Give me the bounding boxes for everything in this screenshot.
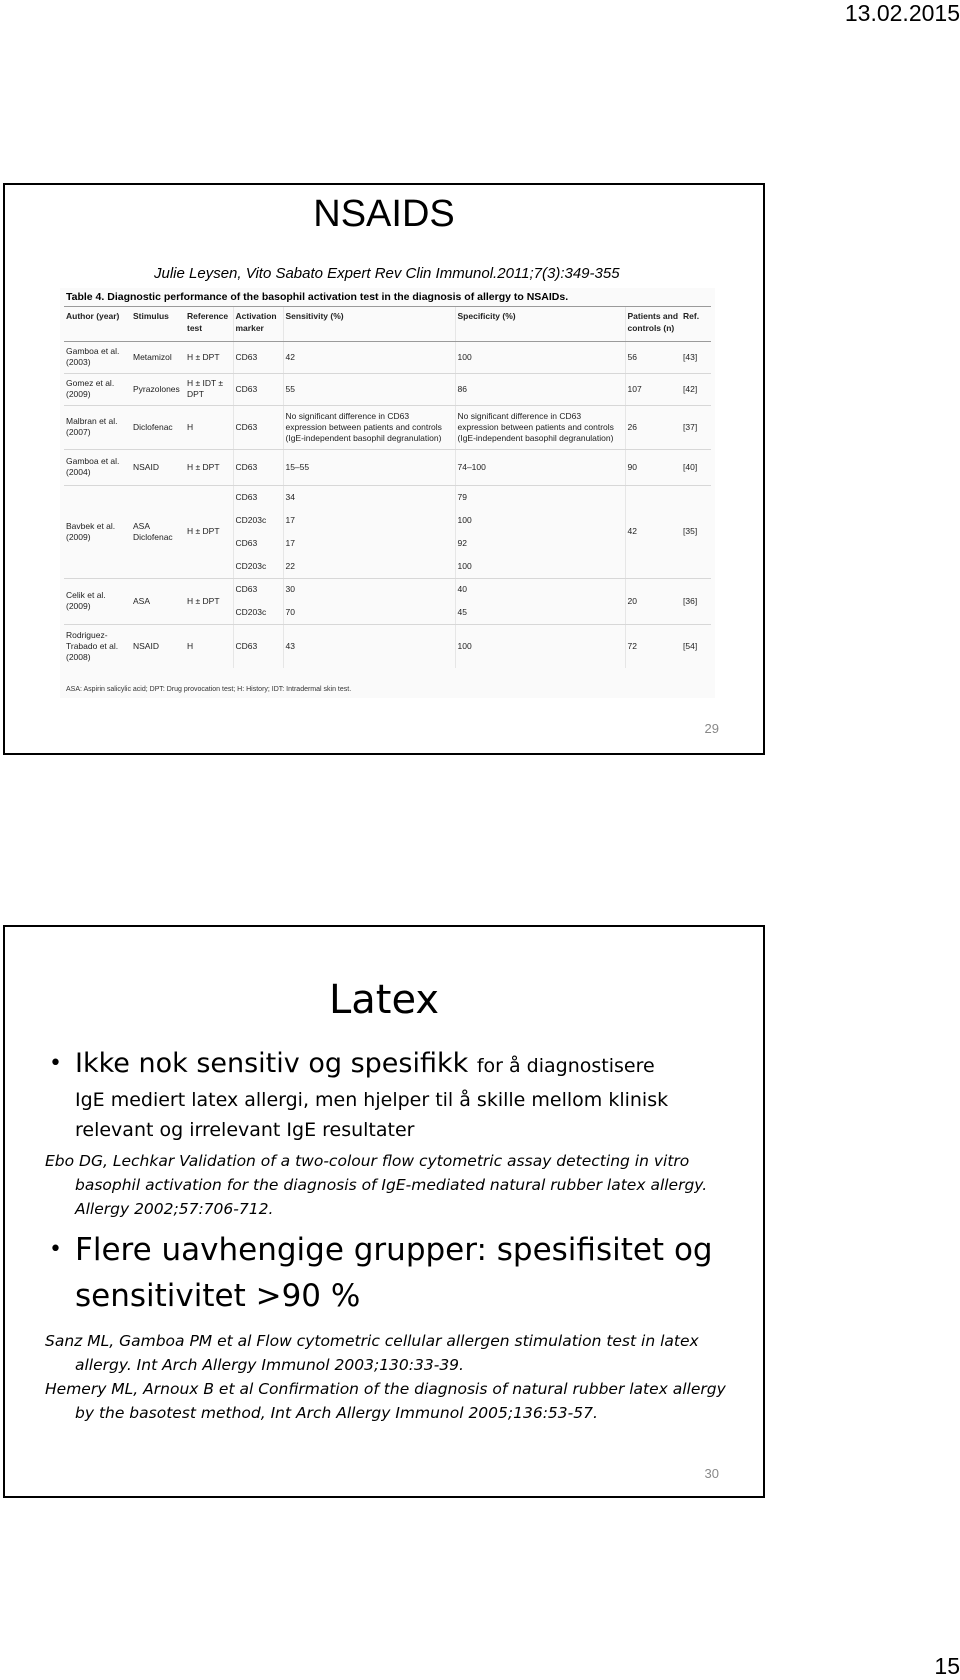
cell-specificity: 45 [455, 601, 625, 624]
table-caption: Table 4. Diagnostic performance of the basophil activation test in the diagnosis of allergy to NSAIDs. [66, 291, 569, 303]
table-row [64, 341, 711, 373]
cell-marker: CD63 [233, 532, 283, 555]
header-patients: Patients and controls (n) [625, 307, 681, 341]
table-header-row [64, 307, 711, 341]
cell-marker: CD63 [233, 485, 283, 509]
cell-marker: CD63 [233, 373, 283, 405]
reference-citation: Ebo DG, Lechkar Validation of a two-colour flow cytometric assay detecting in vitro basophil activation for the diagnosis of IgE-mediated natural rubber latex allergy. Allergy 2002;57:706-712. [45, 1152, 708, 1218]
cell-patients: 90 [625, 449, 681, 485]
cell-author: Bavbek et al. (2009) [64, 485, 131, 578]
cell-patients: 20 [625, 578, 681, 624]
slide-title: Latex [328, 977, 440, 1023]
cell-sensitivity: 30 [283, 578, 455, 601]
table-row [64, 485, 711, 509]
cell-marker: CD63 [233, 624, 283, 668]
header-specificity: Specificity (%) [455, 307, 625, 341]
cell-ref: [36] [681, 578, 711, 624]
cell-stimulus: Diclofenac [131, 405, 185, 449]
header-marker: Activation marker [233, 307, 283, 341]
cell-patients: 72 [625, 624, 681, 668]
cell-reference: H [187, 640, 194, 651]
cell-reference: H ± DPT [185, 578, 233, 624]
bullet-continuation: sensitivitet >90 % [75, 1278, 361, 1314]
bullet-text: Flere uavhengige grupper: spesifisitet og [75, 1232, 713, 1268]
cell-specificity: 79 [455, 485, 625, 509]
cell-reference: H ± DPT [185, 449, 233, 485]
bullet-continuation: IgE mediert latex allergi, men hjelper til å skille mellom klinisk [75, 1089, 669, 1111]
bullet-text-large: Ikke nok sensitiv og spesifikk [75, 1048, 469, 1079]
bullet-icon: • [49, 1051, 62, 1076]
cell-specificity: 100 [455, 509, 625, 532]
header-ref: Ref. [681, 307, 711, 341]
table-row [64, 624, 711, 668]
cell-author: Gamboa et al. (2004) [64, 449, 131, 485]
cell-marker: CD63 [233, 578, 283, 601]
reference-citation: Hemery ML, Arnoux B et al Confirmation of the diagnosis of natural rubber latex allergy by the basotest method, Int Arch Allergy Immunol 2005;136:53-57. [45, 1380, 726, 1422]
slide-body [45, 1045, 745, 1425]
cell-stimulus: Metamizol [131, 341, 185, 373]
cell-sensitivity: 34 [283, 485, 455, 509]
cell-sensitivity: 70 [283, 601, 455, 624]
cell-marker: CD203c [233, 509, 283, 532]
slide-latex [3, 925, 765, 1498]
page-number: 15 [934, 1653, 960, 1679]
cell-specificity: 100 [455, 555, 625, 578]
reference-citation: Sanz ML, Gamboa PM et al Flow cytometric cellular allergen stimulation test in latex allergy. Int Arch Allergy Immunol 2003;130:33-39. [45, 1332, 699, 1374]
cell-reference: H [185, 405, 233, 449]
bullet-text-small: for å diagnostisere [476, 1055, 655, 1077]
header-sensitivity: Sensitivity (%) [283, 307, 455, 341]
cell-sensitivity: 55 [283, 373, 455, 405]
cell-marker: CD63 [233, 449, 283, 485]
cell-patients: 26 [625, 405, 681, 449]
cell-specificity: 40 [455, 578, 625, 601]
cell-specificity: 100 [455, 341, 625, 373]
cell-reference: H ± IDT ± DPT [185, 373, 233, 405]
cell-sensitivity: 17 [283, 509, 455, 532]
header-author: Author (year) [64, 307, 131, 341]
cell-sensitivity: No significant difference in CD63 expression between patients and controls (IgE-independent basophil degranulation) [283, 405, 455, 449]
table-row [64, 373, 711, 405]
table-image [60, 288, 715, 698]
slide-title: NSAIDS [313, 193, 455, 235]
cell-sensitivity: 22 [283, 555, 455, 578]
cell-specificity: 92 [455, 532, 625, 555]
cell-specificity: 100 [455, 624, 625, 668]
slide-number: 30 [704, 1466, 719, 1481]
cell-marker: CD63 [233, 341, 283, 373]
cell-patients: 42 [625, 485, 681, 578]
table-row [64, 449, 711, 485]
cell-ref: [40] [681, 449, 711, 485]
cell-author: Celik et al. (2009) [64, 578, 131, 624]
cell-author: Gamboa et al. (2003) [64, 341, 131, 373]
table-footnote: ASA: Aspirin salicylic acid; DPT: Drug provocation test; H: History; IDT: Intradermal skin test. [66, 686, 352, 693]
cell-stimulus: Pyrazolones [131, 373, 185, 405]
cell-author: Gomez et al. (2009) [64, 373, 131, 405]
slide-number: 29 [704, 721, 719, 736]
slide-citation: Julie Leysen, Vito Sabato Expert Rev Clin Immunol.2011;7(3):349-355 [154, 265, 620, 282]
cell-reference: H ± DPT [185, 341, 233, 373]
cell-sensitivity: 15–55 [283, 449, 455, 485]
cell-ref: [43] [681, 341, 711, 373]
table-row [64, 405, 711, 449]
cell-author: Malbran et al. (2007) [64, 405, 131, 449]
cell-stimulus: NSAID [133, 640, 159, 651]
cell-ref: [42] [681, 373, 711, 405]
cell-stimulus: ASA Diclofenac [131, 485, 185, 578]
table-row [64, 578, 711, 601]
cell-specificity: 86 [455, 373, 625, 405]
bullet-item [45, 1045, 745, 1085]
cell-marker: CD203c [233, 601, 283, 624]
cell-specificity: No significant difference in CD63 expression between patients and controls (IgE-independent basophil degranulation) [455, 405, 625, 449]
header-stimulus: Stimulus [131, 307, 185, 341]
cell-sensitivity: 43 [283, 624, 455, 668]
cell-patients: 107 [625, 373, 681, 405]
cell-stimulus: NSAID [131, 449, 185, 485]
bullet-icon: • [49, 1237, 62, 1262]
cell-marker: CD203c [233, 555, 283, 578]
cell-specificity: 74–100 [455, 449, 625, 485]
bullet-item [45, 1227, 745, 1273]
cell-stimulus: ASA [131, 578, 185, 624]
cell-ref: [54] [683, 640, 698, 651]
bat-diagnostic-table [64, 307, 711, 668]
cell-reference: H ± DPT [185, 485, 233, 578]
bullet-continuation: relevant og irrelevant IgE resultater [75, 1119, 415, 1141]
cell-sensitivity: 42 [283, 341, 455, 373]
cell-patients: 56 [625, 341, 681, 373]
cell-ref: [35] [681, 485, 711, 578]
cell-sensitivity: 17 [283, 532, 455, 555]
cell-author: Rodriguez-Trabado et al. (2008) [66, 629, 119, 662]
slide-nsaids [3, 183, 765, 755]
cell-marker: CD63 [233, 405, 283, 449]
page-date: 13.02.2015 [844, 0, 960, 26]
cell-ref: [37] [681, 405, 711, 449]
header-reference: Reference test [185, 307, 233, 341]
